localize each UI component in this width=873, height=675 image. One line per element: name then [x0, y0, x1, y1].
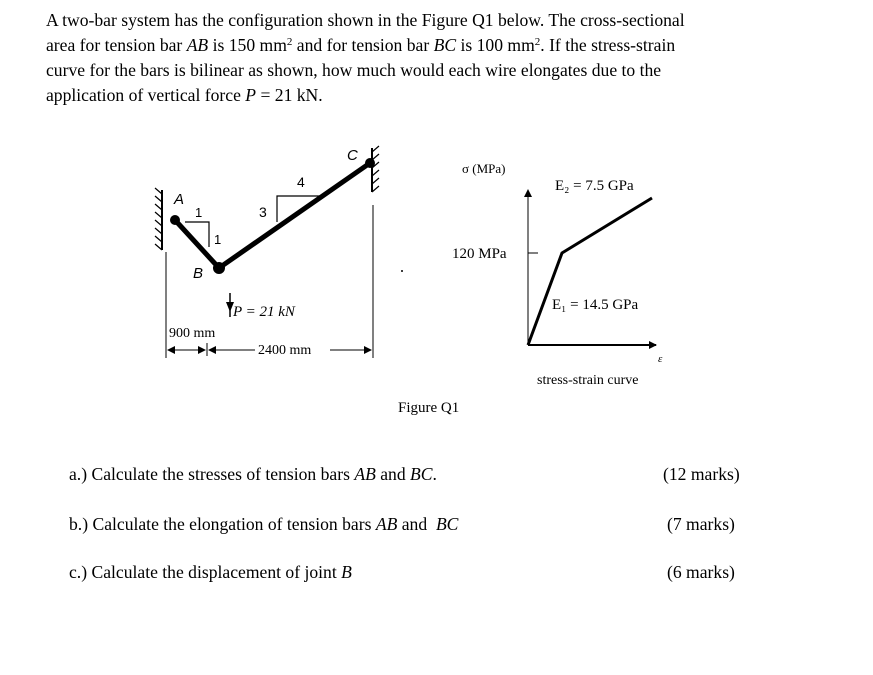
- slope-bc-rise: 3: [259, 204, 267, 220]
- slope-ab-rise: 1: [214, 232, 222, 247]
- text-span: c.) Calculate the displacement of joint: [69, 562, 342, 582]
- text-span: b.) Calculate the elongation of tension bars: [69, 514, 376, 534]
- joint-c: [365, 158, 375, 168]
- problem-line-1: A two-bar system has the configuration shown in the Figure Q1 below. The cross-sectional: [46, 10, 685, 30]
- bar-ab: [175, 220, 222, 268]
- e1-label: E₁ = 14.5 GPa: [552, 297, 639, 313]
- marks-b: (7 marks): [667, 514, 735, 534]
- slope-bc-run: 4: [297, 174, 305, 190]
- joint-b: [213, 262, 225, 274]
- stress-strain-caption: stress-strain curve: [537, 373, 639, 388]
- question-b: [69, 514, 458, 535]
- text-span: . If the stress-strain: [540, 35, 676, 55]
- wall-support-a: [155, 188, 162, 250]
- text-span: and: [397, 514, 436, 534]
- yield-stress-label: 120 MPa: [452, 246, 507, 262]
- question-c: [69, 562, 352, 583]
- marks-a: (12 marks): [663, 464, 740, 484]
- label-c: C: [347, 147, 358, 164]
- problem-line-3: curve for the bars is bilinear as shown, how much would each wire elongates due to the: [46, 60, 662, 80]
- text-span: and for tension bar: [292, 35, 434, 55]
- epsilon-axis-label: ε: [658, 353, 663, 365]
- superscript: 2: [286, 36, 293, 48]
- text-span: = 21 kN.: [256, 85, 323, 105]
- dim-left-label: 900 mm: [169, 326, 216, 341]
- bar-bc-label: BC: [435, 514, 459, 534]
- wall-support-c: [372, 146, 379, 192]
- text-span: area for tension bar: [46, 35, 187, 55]
- bar-ab-label: AB: [375, 514, 398, 534]
- slope-ab-run: 1: [195, 205, 203, 220]
- stress-strain-line: [528, 198, 652, 345]
- label-a: A: [174, 191, 185, 208]
- figure-caption: Figure Q1: [398, 400, 460, 416]
- e2-label: E₂ = 7.5 GPa: [555, 178, 634, 194]
- dim-right-label: 2400 mm: [258, 343, 312, 358]
- bar-ab-label: AB: [354, 464, 376, 484]
- bar-ab-label: AB: [186, 35, 209, 55]
- label-b: B: [193, 265, 204, 282]
- marks-c: (6 marks): [667, 562, 735, 582]
- force-symbol: P: [245, 85, 257, 105]
- sigma-axis-label: σ (MPa): [462, 161, 506, 176]
- text-span: and: [375, 464, 411, 484]
- bar-bc-label: BC: [410, 464, 433, 484]
- superscript: 2: [534, 36, 541, 48]
- text-span: a.) Calculate the stresses of tension bars: [69, 464, 355, 484]
- bar-bc: [219, 163, 370, 268]
- text-span: is 100 mm: [456, 35, 535, 55]
- text-span: .: [432, 464, 437, 484]
- text-span: application of vertical force: [46, 85, 246, 105]
- bar-bc-label: BC: [433, 35, 457, 55]
- joint-b-label: B: [341, 562, 352, 582]
- joint-a: [170, 215, 180, 225]
- question-a: [69, 464, 437, 485]
- text-span: is 150 mm: [208, 35, 287, 55]
- load-label: P = 21 kN: [233, 304, 295, 320]
